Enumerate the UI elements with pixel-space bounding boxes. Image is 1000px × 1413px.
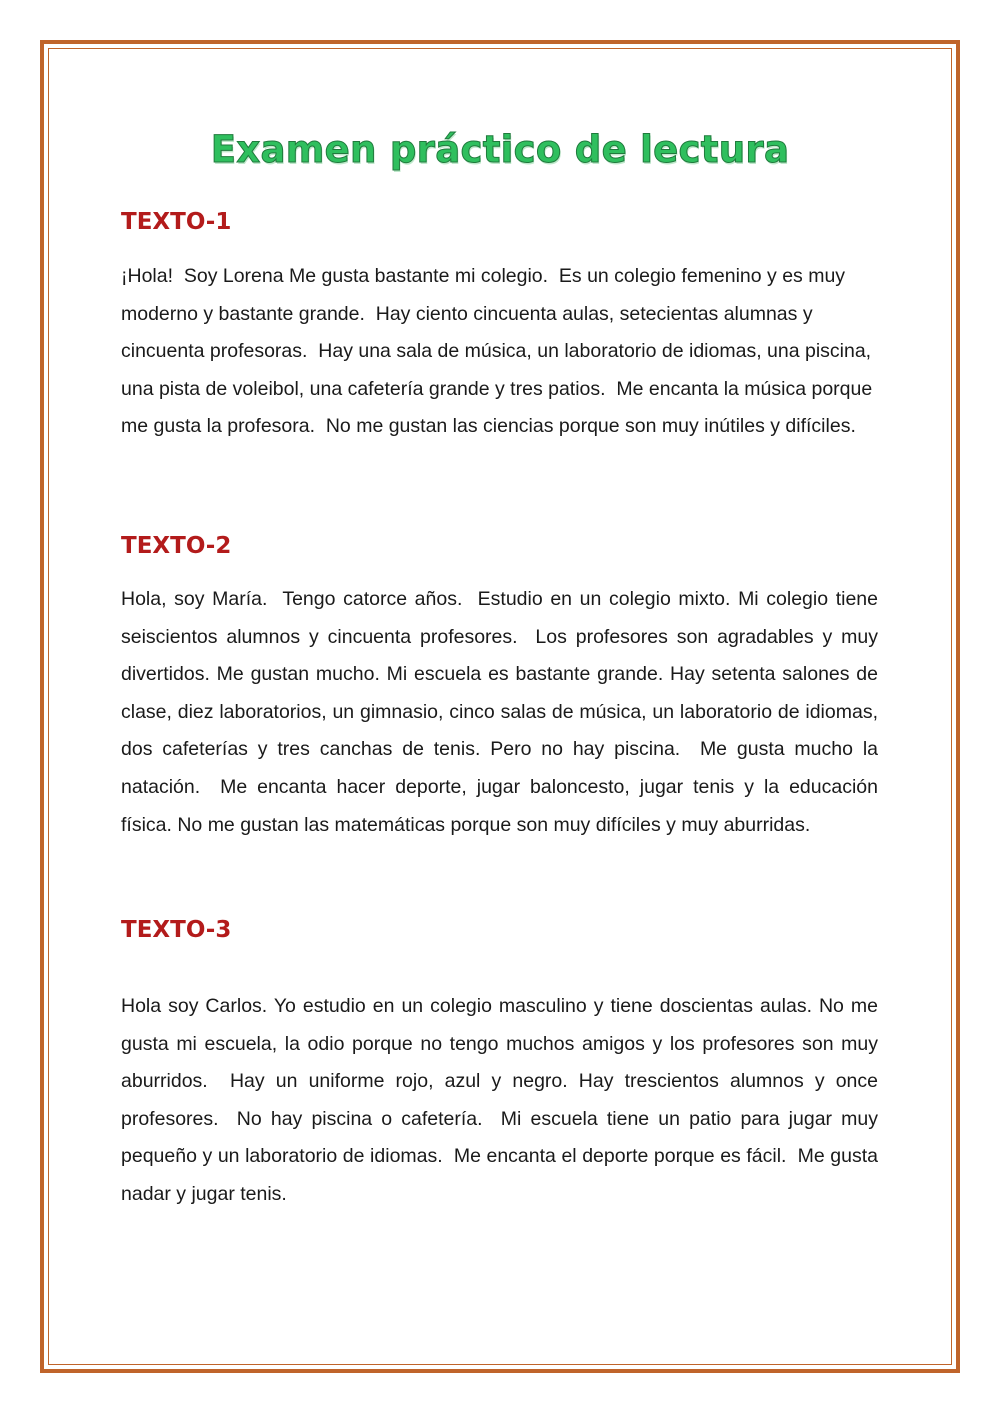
section-text-texto-1: ¡Hola! Soy Lorena Me gusta bastante mi colegio. Es un colegio femenino y es muy moderno y bastante grande. Hay ciento cincuenta aulas, setecientas alumnas y cincuenta profesoras. Hay una sala de música, un laboratorio de idiomas, una piscina, una pista de voleibol, una cafetería grande y tres patios. Me encanta la música porque me gusta la profesora. No me gustan las ciencias porque son muy inútiles y difíciles. <box>121 265 878 438</box>
page-title: Examen práctico de lectura <box>210 128 790 171</box>
section-heading-texto-3: TEXTO-3 <box>121 917 232 943</box>
section-text-texto-3: Hola soy Carlos. Yo estudio en un colegio masculino y tiene doscientas aulas. No me gusta mi escuela, la odio porque no tengo muchos amigos y los profesores son muy aburridos. Hay un uniforme rojo, azul y negro. Hay trescientos alumnos y once profesores. No hay piscina o cafetería. Mi escuela tiene un patio para jugar muy pequeño y un laboratorio de idiomas. Me encanta el deporte porque es fácil. Me gusta nadar y jugar tenis. <box>121 995 884 1205</box>
section-heading-texto-2: TEXTO-2 <box>121 533 232 559</box>
section-heading-texto-1: TEXTO-1 <box>121 209 232 235</box>
section-text-texto-2: Hola, soy María. Tengo catorce años. Estudio en un colegio mixto. Mi colegio tiene seiscientos alumnos y cincuenta profesores. Los profesores son agradables y muy divertidos. Me gustan mucho. Mi escuela es bastante grande. Hay setenta salones de clase, diez laboratorios, un gimnasio, cinco salas de música, un laboratorio de idiomas, dos cafeterías y tres canchas de tenis. Pero no hay piscina. Me gusta mucho la natación. Me encanta hacer deporte, jugar baloncesto, jugar tenis y la educación física. No me gustan las matemáticas porque son muy difíciles y muy aburridas. <box>121 588 884 836</box>
